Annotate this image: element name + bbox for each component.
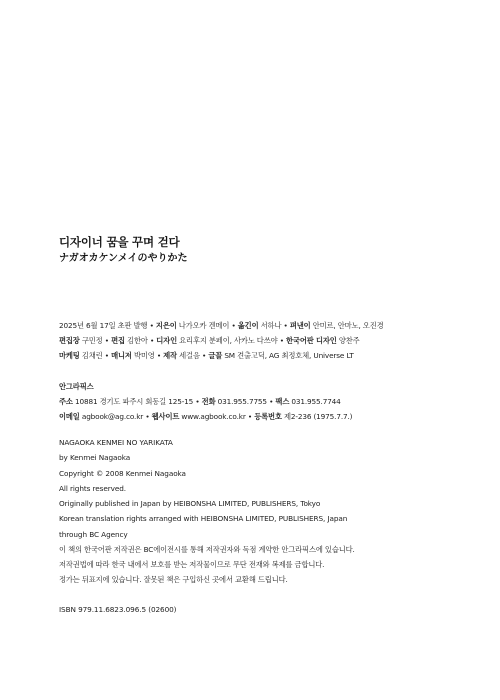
production-name: 세걸음 — [179, 351, 200, 361]
separator: • — [283, 321, 288, 330]
credits-line-1 — [59, 318, 479, 333]
editor-name: 김한아 — [127, 336, 148, 346]
fax-label: 팩스 — [275, 397, 290, 407]
separator: • — [104, 351, 109, 361]
isbn: ISBN 979.11.6823.096.5 (02600) — [59, 605, 177, 614]
korean-design-name: 양찬주 — [338, 336, 360, 346]
publisher-info — [59, 379, 352, 425]
phone-value: 031.955.7755 — [217, 397, 267, 407]
separator: • — [156, 351, 161, 361]
separator: • — [149, 336, 155, 346]
publisher-contact-line — [59, 394, 352, 409]
separator: • — [231, 321, 236, 330]
translation-rights-line: Korean translation rights arranged with HEIBONSHA LIMITED, PUBLISHERS, Japan — [59, 514, 348, 524]
original-edition-info — [59, 435, 347, 542]
credits — [59, 318, 479, 364]
original-author: by Kenmei Nagaoka — [59, 453, 131, 463]
address-value: 10881 경기도 파주시 회동길 125-15 — [74, 397, 194, 407]
korean-design-label: 한국어판 디자인 — [286, 336, 337, 346]
typeface-names: SM 견출고딕, AG 최정호체, Universe LT — [224, 351, 354, 361]
author-label: 지은이 — [155, 321, 177, 330]
notice-line: 정가는 뒤표지에 있습니다. 잘못된 책은 구입하신 곳에서 교환해 드립니다. — [59, 575, 288, 585]
fax-value: 031.955.7744 — [291, 397, 341, 407]
agency-line: through BC Agency — [59, 529, 128, 539]
credits-line-2 — [59, 333, 479, 348]
separator: • — [279, 336, 284, 346]
marketing-label: 마케팅 — [59, 351, 80, 361]
separator: • — [145, 412, 150, 422]
translator-name: 서하나 — [260, 321, 282, 330]
production-label: 제작 — [163, 351, 177, 361]
translator-label: 옮긴이 — [237, 321, 259, 330]
email-value: agbook@ag.co.kr — [81, 412, 144, 422]
marketing-name: 김채린 — [81, 351, 103, 361]
copyright-notice — [59, 542, 355, 588]
address-label: 주소 — [59, 397, 73, 407]
book-title: 디자이너 꿈을 꾸며 걷다 — [59, 235, 180, 249]
credits-line-3 — [59, 348, 479, 363]
design-label: 디자인 — [156, 336, 177, 346]
registration-value: 제2-236 (1975.7.7.) — [283, 412, 353, 422]
registration-label: 등록번호 — [254, 412, 282, 422]
manager-label: 매니저 — [111, 351, 132, 361]
website-label: 웹사이트 — [151, 412, 180, 422]
title-block — [59, 234, 188, 267]
copyright-line: Copyright © 2008 Kenmei Nagaoka — [59, 468, 186, 478]
manager-name: 박미영 — [133, 351, 155, 361]
publish-date: 2025년 6월 17일 초판 발행 — [59, 321, 148, 330]
chief-editor-label: 편집장 — [59, 336, 80, 346]
author-name: 나가오카 겐메이 — [178, 321, 230, 330]
separator: • — [202, 351, 207, 361]
website-value: www.agbook.co.kr — [181, 412, 246, 422]
rights-line: All rights reserved. — [59, 483, 127, 493]
separator: • — [104, 336, 109, 346]
notice-line: 저작권법에 따라 한국 내에서 보호를 받는 저작물이므로 무단 전재와 복제를 금합니다. — [59, 560, 325, 570]
original-publisher-line: Originally published in Japan by HEIBONSHA LIMITED, PUBLISHERS, Tokyo — [59, 499, 321, 509]
publisher-label: 펴낸이 — [289, 321, 311, 330]
notice-line: 이 책의 한국어판 저작권은 BC에이전시를 통해 저작권자와 독점 계약한 안그라픽스에 있습니다. — [59, 545, 355, 554]
separator: • — [149, 321, 154, 330]
publisher-web-line — [59, 409, 352, 424]
design-names: 요리후지 분페이, 사카노 다쓰야 — [179, 336, 278, 346]
original-title-romanized: NAGAOKA KENMEI NO YARIKATA — [59, 438, 173, 447]
separator: • — [195, 397, 200, 407]
typeface-label: 글꼴 — [208, 351, 223, 361]
publisher-name: 안그라픽스 — [59, 382, 94, 391]
phone-label: 전화 — [201, 397, 216, 407]
separator: • — [247, 412, 253, 422]
editor-label: 편집 — [111, 336, 125, 346]
publisher-names: 안미르, 안마노, 오진경 — [312, 321, 384, 330]
separator: • — [269, 397, 274, 407]
email-label: 이메일 — [59, 412, 80, 422]
original-title: ナガオカケンメイのやりかた — [59, 253, 188, 264]
chief-editor-name: 구민정 — [81, 336, 103, 346]
